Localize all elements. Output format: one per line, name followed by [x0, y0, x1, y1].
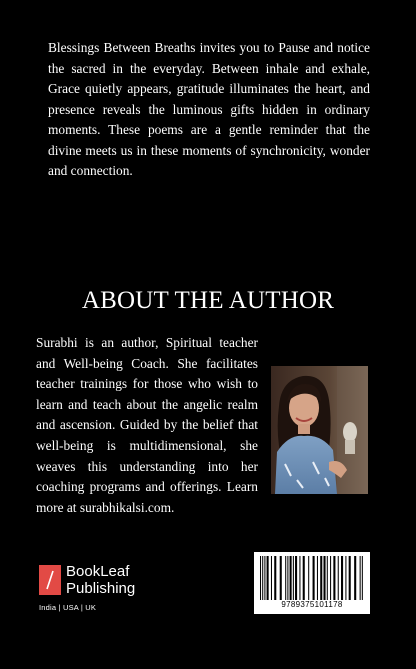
barcode-bar	[333, 556, 335, 600]
publisher-name	[66, 563, 135, 597]
barcode-bar	[308, 556, 309, 600]
isbn-number: 9789375101178	[281, 600, 343, 609]
barcode-bar	[267, 556, 269, 600]
barcode-bar	[320, 556, 322, 600]
barcode-bar	[290, 556, 292, 600]
publisher-name-line2: Publishing	[66, 580, 136, 597]
barcode-bar	[280, 556, 282, 600]
barcode-bar	[338, 556, 339, 600]
barcode-bar	[354, 556, 356, 600]
about-author-heading: ABOUT THE AUTHOR	[81, 287, 335, 314]
barcode-bar	[303, 556, 305, 600]
barcode-bar	[341, 556, 343, 600]
barcode-bar	[264, 556, 265, 600]
barcode-bar	[330, 556, 331, 600]
publisher-logo	[39, 563, 179, 615]
barcode-bar	[299, 556, 300, 600]
barcode-bar	[317, 556, 318, 600]
barcode-bars	[259, 556, 365, 600]
barcode-bar	[323, 556, 325, 600]
barcode-bar	[349, 556, 351, 600]
barcode-bar	[285, 556, 286, 600]
barcode-bar	[360, 556, 361, 600]
barcode-bar	[327, 556, 328, 600]
isbn-barcode	[254, 552, 370, 614]
slash-logo-icon	[39, 565, 61, 595]
book-blurb: Blessings Between Breaths invites you to Pause and notice the sacred in the everyday. Between inhale and exhale, Grace quietly appears, gratitude illuminates the heart, and presence reveals the luminous gifts hidden in ordinary moments. These poems are a gentle reminder that the divine meets us in these moments of synchronicity, wonder and connection.	[48, 40, 370, 178]
barcode-bar	[345, 556, 346, 600]
author-bio: Surabhi is an author, Spiritual teacher and Well-being Coach. She facilitates teacher trainings for those who wish to learn and teach about the angelic realm and ascension. Guided by the belief that well-being is multidimensional, she weaves this understanding into her coaching programs and offerings. Learn more at surabhikalsi.com.	[36, 335, 258, 515]
publisher-name-line1: BookLeaf	[66, 563, 130, 580]
barcode-bar	[295, 556, 297, 600]
barcode-bar	[287, 556, 288, 600]
barcode-bar	[262, 556, 263, 600]
barcode-bar	[313, 556, 315, 600]
barcode-bar	[271, 556, 272, 600]
author-photo	[271, 366, 368, 494]
barcode-bar	[362, 556, 363, 600]
barcode-bar	[260, 556, 261, 600]
barcode-bar	[293, 556, 294, 600]
barcode-bar	[274, 556, 276, 600]
publisher-regions: India | USA | UK	[39, 603, 97, 612]
